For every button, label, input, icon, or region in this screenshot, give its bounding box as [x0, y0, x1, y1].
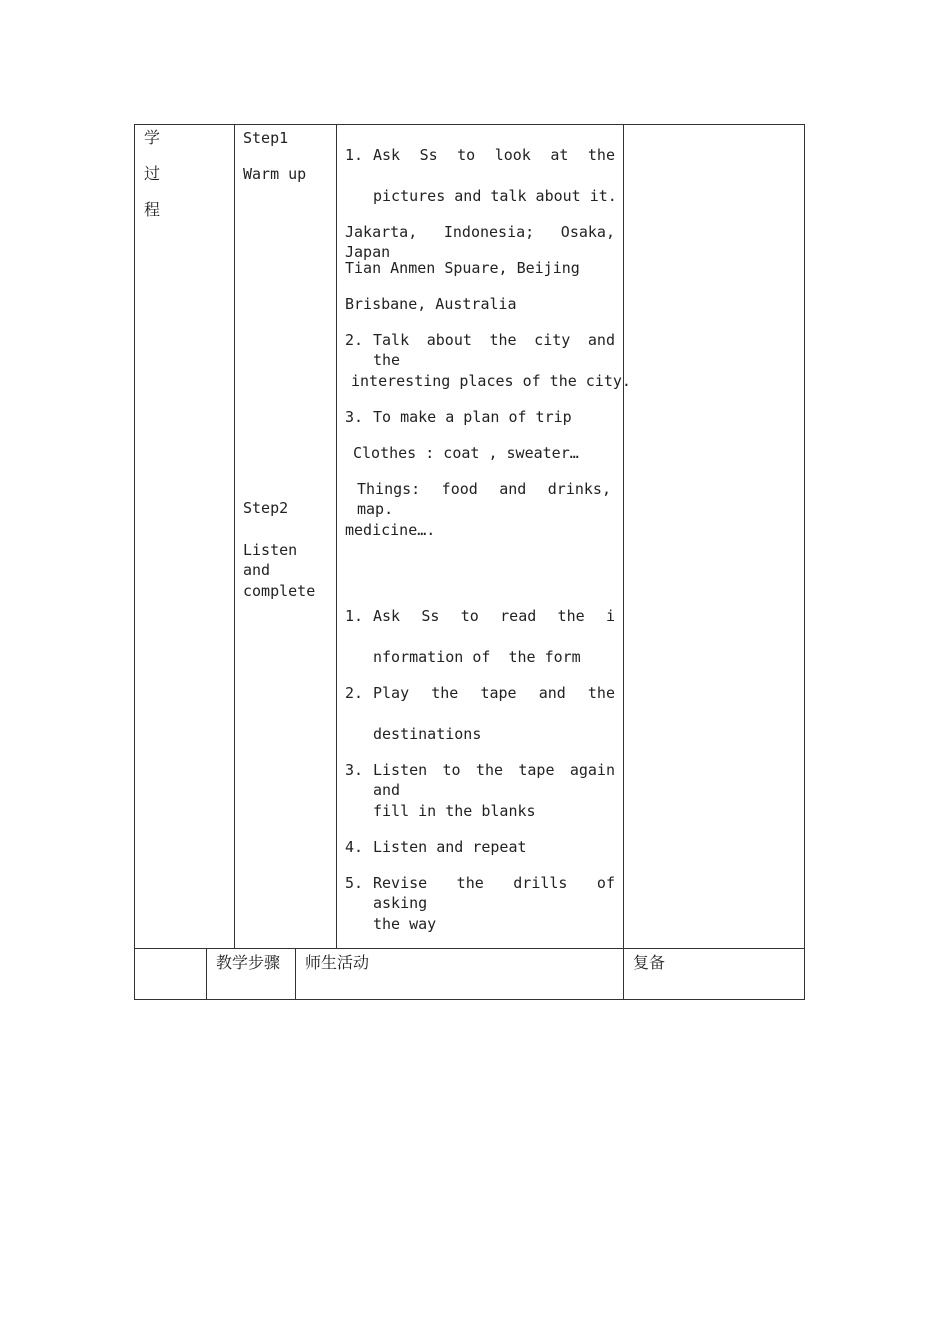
warmup-item-2-text: Talk about the city and the [373, 331, 615, 369]
warmup-cities-3: Brisbane, Australia [345, 295, 517, 313]
table-bottom-border [134, 999, 805, 1000]
footer-activities: 师生活动 [305, 953, 370, 972]
listen-item-3-cont: fill in the blanks [373, 802, 536, 820]
warmup-item-3-num: 3. [345, 408, 364, 426]
footer-col-divider-1 [206, 948, 207, 1000]
warmup-item-2-num: 2. [345, 331, 364, 349]
listen-item-1-text: Ask Ss to read the i [373, 607, 615, 625]
table-left-border [134, 124, 135, 1000]
warmup-medicine: medicine…. [345, 521, 436, 539]
col-divider-3 [623, 124, 624, 1000]
listen-item-4-num: 4. [345, 838, 364, 856]
step2-title: Step2 [243, 499, 289, 517]
listen-item-5-cont: the way [373, 915, 437, 933]
footer-col-divider-2 [295, 948, 296, 1000]
listen-item-5-num: 5. [345, 874, 364, 892]
step1-subtitle: Warm up [243, 165, 307, 183]
warmup-item-3-text: To make a plan of trip [373, 408, 572, 426]
warmup-item-1-text: Ask Ss to look at the [373, 146, 615, 164]
col-divider-1 [234, 124, 235, 949]
listen-item-3-text: Listen to the tape again and [373, 761, 615, 799]
step1-title: Step1 [243, 129, 289, 147]
footer-review: 复备 [633, 953, 666, 972]
listen-item-2-text: Play the tape and the [373, 684, 615, 702]
listen-item-2-num: 2. [345, 684, 364, 702]
left-label-char-3: 程 [144, 200, 161, 219]
col-divider-2 [336, 124, 337, 949]
listen-item-2-cont: destinations [373, 725, 482, 743]
left-label-char-1: 学 [144, 128, 161, 147]
warmup-item-2-cont: interesting places of the city. [351, 372, 631, 390]
listen-item-3-num: 3. [345, 761, 364, 779]
left-label-char-2: 过 [144, 164, 161, 183]
listen-item-4-text: Listen and repeat [373, 838, 527, 856]
warmup-cities-2: Tian Anmen Spuare, Beijing [345, 259, 580, 277]
warmup-item-1-cont: pictures and talk about it. [373, 187, 617, 205]
step2-subtitle: Listen and [243, 541, 298, 579]
step2-subtitle-2: complete [243, 582, 316, 600]
footer-teaching-steps: 教学步骤 [216, 953, 281, 972]
warmup-clothes: Clothes : coat , sweater… [353, 444, 579, 462]
listen-item-5-text: Revise the drills of asking [373, 874, 615, 912]
warmup-things: Things: food and drinks, map. [357, 480, 611, 518]
listen-item-1-cont: nformation of the form [373, 648, 581, 666]
listen-item-1-num: 1. [345, 607, 364, 625]
warmup-item-1-num: 1. [345, 146, 364, 164]
table-right-border [804, 124, 805, 1000]
warmup-cities-1: Jakarta, Indonesia; Osaka, Japan [345, 223, 615, 261]
